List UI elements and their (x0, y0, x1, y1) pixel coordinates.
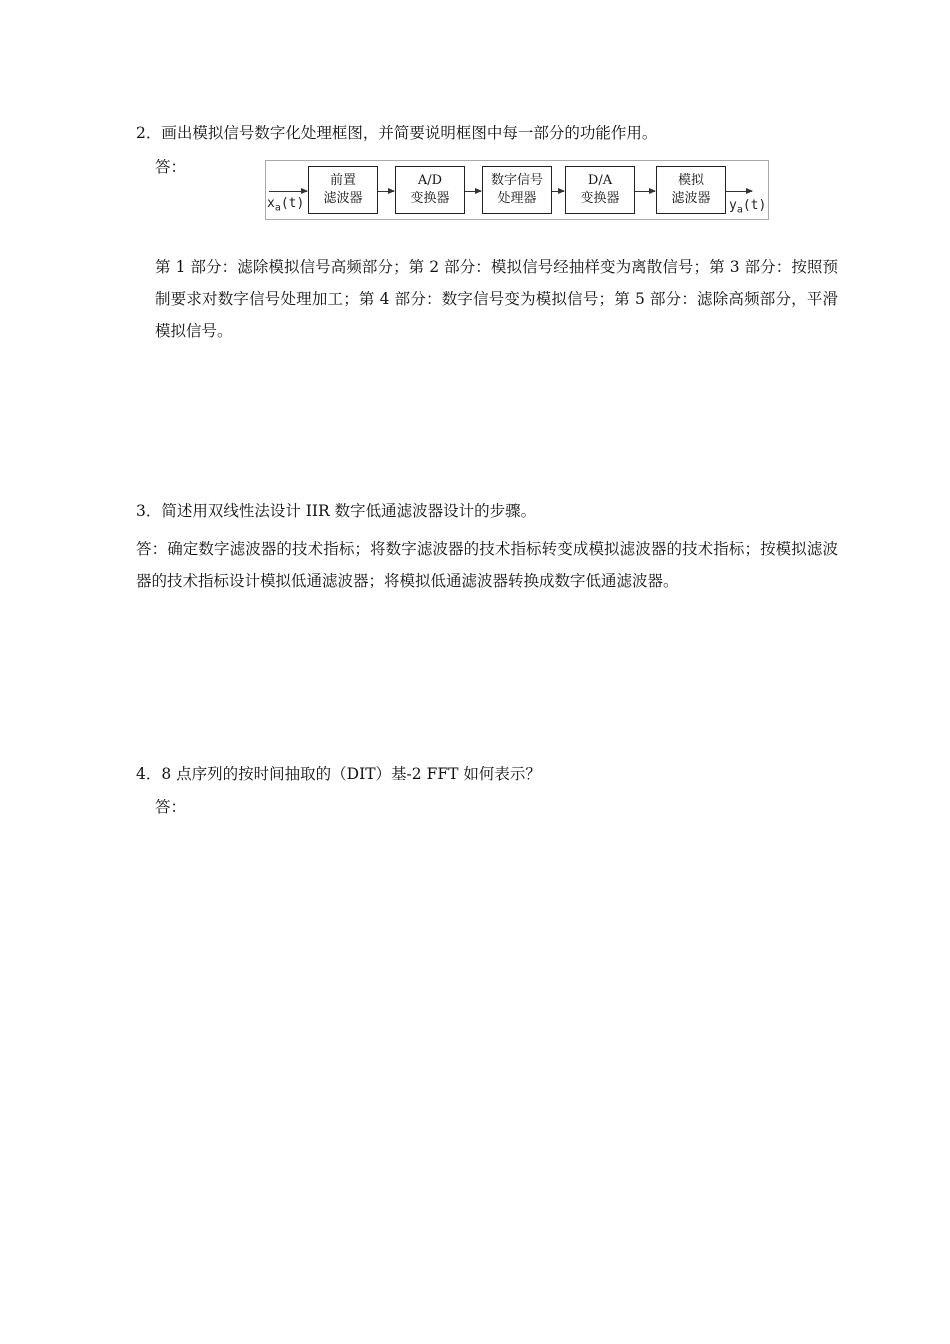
block-da-converter (565, 166, 635, 214)
block-dsp (482, 166, 552, 214)
arrow-2 (465, 191, 481, 192)
arrow-4 (635, 191, 655, 192)
question-2: 2．画出模拟信号数字化处理框图，并简要说明框图中每一部分的功能作用。 (136, 124, 658, 142)
answer-label-4: 答： (155, 798, 187, 816)
explanation-2: 第 1 部分：滤除模拟信号高频部分；第 2 部分：模拟信号经抽样变为离散信号；第 3 部分：按照预制要求对数字信号处理加工；第 4 部分：数字信号变为模拟信号；第 5 部分：滤除高频部分，平滑模拟信号。 (155, 258, 838, 340)
block-prefilter-line1: 前置 (329, 173, 356, 188)
block-prefilter-line2: 滤波器 (323, 191, 363, 206)
answer-3: 答：确定数字滤波器的技术指标；将数字滤波器的技术指标转变成模拟滤波器的技术指标；按模拟滤波器的技术指标设计模拟低通滤波器；将模拟低通滤波器转换成数字低通滤波器。 (136, 540, 838, 590)
block-da-line1: D/A (587, 173, 613, 188)
question-3: 3．简述用双线性法设计 IIR 数字低通滤波器设计的步骤。 (136, 502, 537, 520)
block-dsp-line1: 数字信号 (490, 173, 543, 188)
block-dsp-line2: 处理器 (497, 191, 537, 206)
block-analog-filter (656, 166, 726, 214)
block-analog-filter-line1: 模拟 (677, 173, 704, 188)
answer-label-2: 答： (155, 158, 187, 176)
input-signal-label: $x_a(t)$ (267, 196, 305, 214)
arrow-3 (552, 191, 564, 192)
output-signal-label: $y_a(t)$ (729, 198, 767, 216)
signal-processing-block-diagram (265, 160, 769, 220)
arrow-1 (378, 191, 394, 192)
arrow-input (269, 191, 307, 192)
block-ad-line2: 变换器 (410, 191, 450, 206)
block-da-line2: 变换器 (580, 191, 620, 206)
block-analog-filter-line2: 滤波器 (671, 191, 711, 206)
block-ad-converter (395, 166, 465, 214)
block-ad-line1: A/D (417, 173, 443, 188)
block-prefilter (308, 166, 378, 214)
arrow-output (726, 191, 752, 192)
question-4: 4．8 点序列的按时间抽取的（DIT）基-2 FFT 如何表示？ (136, 765, 541, 783)
